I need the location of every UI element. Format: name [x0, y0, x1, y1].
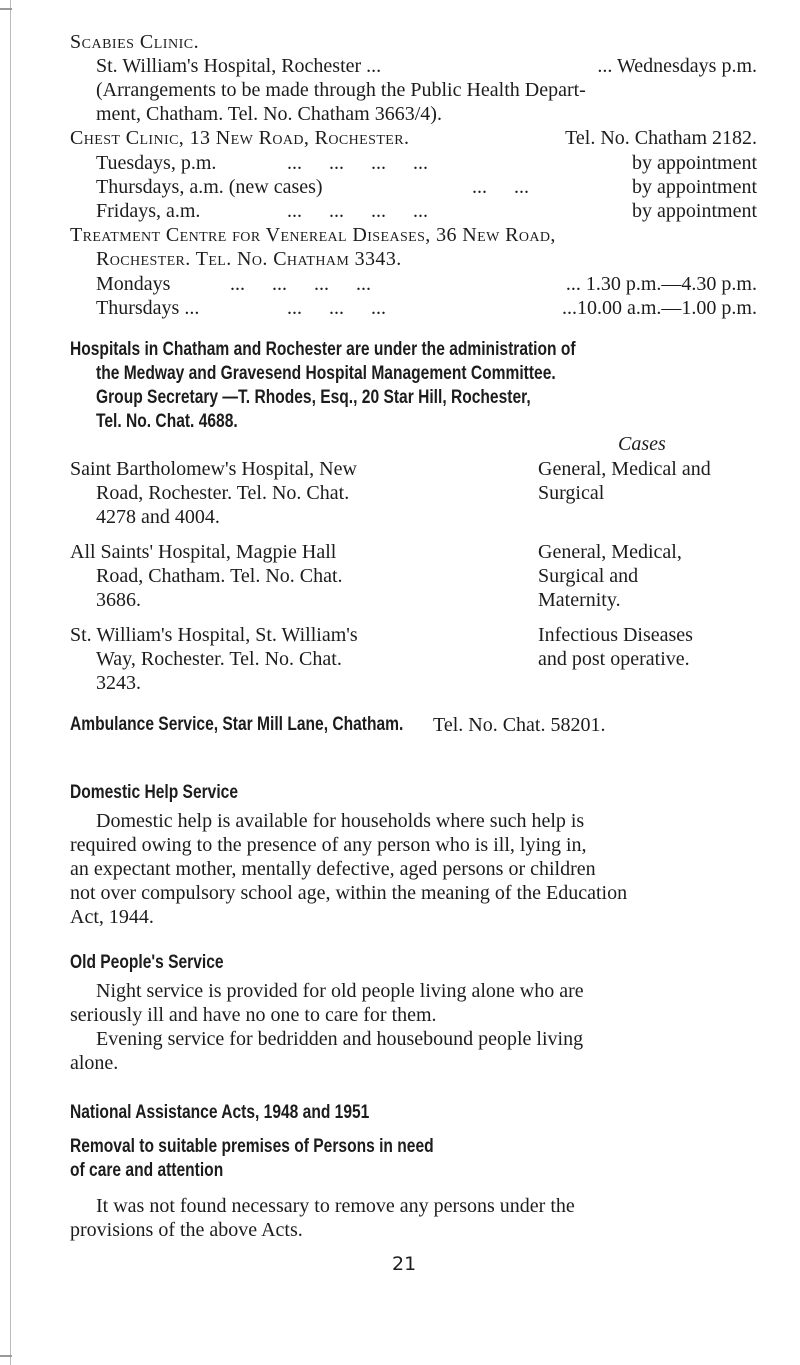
scabies-line: ... Wednesdays p.m. — [597, 55, 757, 77]
old-people-line: Night service is provided for old people living alone who are — [96, 980, 584, 1002]
national-subheading: Removal to suitable premises of Persons in need — [70, 1136, 434, 1157]
binding-mark — [0, 1355, 12, 1357]
hospital-name: 3243. — [96, 672, 141, 694]
hospital-cases: Maternity. — [538, 589, 621, 611]
national-subheading: of care and attention — [70, 1160, 224, 1181]
chest-row-note: by appointment — [632, 200, 757, 222]
hospital-name: 3686. — [96, 589, 141, 611]
hospitals-intro: Group Secretary —T. Rhodes, Esq., 20 Star Hill, Rochester, — [96, 387, 531, 408]
old-people-line: seriously ill and have no one to care for them. — [70, 1004, 437, 1026]
domestic-line: Act, 1944. — [70, 906, 154, 928]
national-heading: National Assistance Acts, 1948 and 1951 — [70, 1102, 370, 1123]
hospital-name: Road, Rochester. Tel. No. Chat. — [96, 482, 350, 504]
hospital-cases: Surgical — [538, 482, 605, 504]
binding-edge — [0, 0, 11, 1365]
hospital-cases: General, Medical, — [538, 541, 682, 563]
chest-row-dots: ... ... — [472, 176, 529, 198]
scabies-line: ment, Chatham. Tel. No. Chatham 3663/4). — [96, 103, 442, 125]
ambulance-tel: Tel. No. Chat. 58201. — [433, 714, 606, 736]
chest-row-day: Fridays, a.m. — [96, 200, 201, 222]
old-people-heading: Old People's Service — [70, 952, 224, 973]
chest-row-dots: ... ... ... ... — [287, 152, 428, 174]
ambulance-title: Ambulance Service, Star Mill Lane, Chatham. — [70, 714, 404, 735]
hospitals-intro: Tel. No. Chat. 4688. — [96, 411, 238, 432]
hospitals-intro: Hospitals in Chatham and Rochester are under the administration of — [70, 339, 576, 360]
chest-row-note: by appointment — [632, 176, 757, 198]
hospital-name: Saint Bartholomew's Hospital, New — [70, 458, 357, 480]
hospital-name: 4278 and 4004. — [96, 506, 220, 528]
domestic-line: required owing to the presence of any person who is ill, lying in, — [70, 834, 587, 856]
hospital-name: St. William's Hospital, St. William's — [70, 624, 358, 646]
hospital-name: All Saints' Hospital, Magpie Hall — [70, 541, 337, 563]
hospital-cases: and post operative. — [538, 648, 690, 670]
scabies-heading: Scabies Clinic. — [70, 31, 200, 53]
venereal-row-day: Mondays — [96, 273, 171, 295]
hospital-cases: General, Medical and — [538, 458, 711, 480]
chest-heading: Chest Clinic, 13 New Road, Rochester. — [70, 127, 410, 149]
domestic-heading: Domestic Help Service — [70, 782, 238, 803]
domestic-line: Domestic help is available for households where such help is — [96, 810, 585, 832]
venereal-heading: Rochester. Tel. No. Chatham 3343. — [96, 248, 402, 270]
cases-header: Cases — [618, 433, 666, 455]
chest-row-day: Tuesdays, p.m. — [96, 152, 217, 174]
chest-tel: Tel. No. Chatham 2182. — [565, 127, 757, 149]
page-number: 21 — [392, 1253, 417, 1275]
venereal-row-day: Thursdays ... — [96, 297, 200, 319]
hospital-name: Road, Chatham. Tel. No. Chat. — [96, 565, 343, 587]
binding-mark — [0, 8, 12, 10]
venereal-row-dots: ... ... ... — [287, 297, 386, 319]
scabies-line: St. William's Hospital, Rochester ... — [96, 55, 382, 77]
domestic-line: an expectant mother, mentally defective, aged persons or children — [70, 858, 596, 880]
chest-row-dots: ... ... ... ... — [287, 200, 428, 222]
chest-row-day: Thursdays, a.m. (new cases) — [96, 176, 323, 198]
venereal-row-time: ...10.00 a.m.—1.00 p.m. — [562, 297, 757, 319]
old-people-line: alone. — [70, 1052, 119, 1074]
chest-row-note: by appointment — [632, 152, 757, 174]
old-people-line: Evening service for bedridden and housebound people living — [96, 1028, 584, 1050]
national-line: provisions of the above Acts. — [70, 1219, 303, 1241]
hospitals-intro: the Medway and Gravesend Hospital Management Committee. — [96, 363, 556, 384]
national-line: It was not found necessary to remove any persons under the — [96, 1195, 575, 1217]
hospital-cases: Infectious Diseases — [538, 624, 693, 646]
venereal-heading: Treatment Centre for Venereal Diseases, 36 New Road, — [70, 224, 556, 246]
scabies-line: (Arrangements to be made through the Public Health Depart- — [96, 79, 586, 101]
hospital-cases: Surgical and — [538, 565, 639, 587]
venereal-row-dots: ... ... ... ... — [230, 273, 371, 295]
venereal-row-time: ... 1.30 p.m.—4.30 p.m. — [565, 273, 757, 295]
hospital-name: Way, Rochester. Tel. No. Chat. — [96, 648, 342, 670]
domestic-line: not over compulsory school age, within the meaning of the Education — [70, 882, 628, 904]
